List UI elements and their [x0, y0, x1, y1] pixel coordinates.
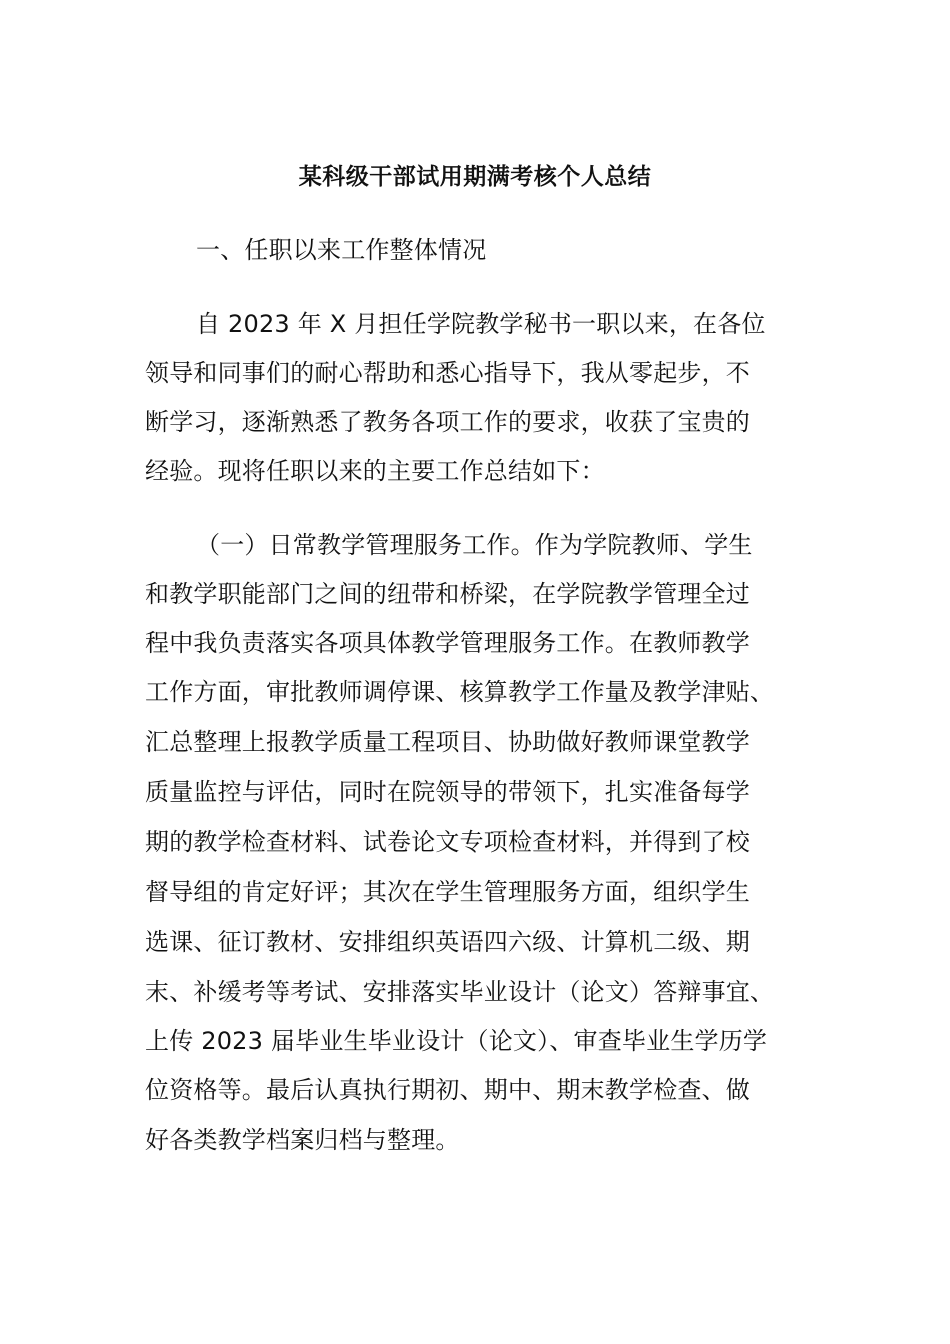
section-heading: 一、任职以来工作整体情况	[196, 236, 487, 264]
paragraph-line: 断学习，逐渐熟悉了教务各项工作的要求，收获了宝贵的	[145, 408, 750, 436]
paragraph-line: 上传 2023 届毕业生毕业设计（论文）、审查毕业生学历学	[145, 1027, 768, 1055]
paragraph-line: 选课、征订教材、安排组织英语四六级、计算机二级、期	[145, 928, 750, 956]
paragraph-line: 程中我负责落实各项具体教学管理服务工作。在教师教学	[145, 629, 750, 657]
paragraph-line: 自 2023 年 X 月担任学院教学秘书一职以来，在各位	[196, 310, 766, 338]
paragraph-line: 和教学职能部门之间的纽带和桥梁，在学院教学管理全过	[145, 580, 750, 608]
paragraph-line: 汇总整理上报教学质量工程项目、协助做好教师课堂教学	[145, 728, 750, 756]
paragraph-line: 期的教学检查材料、试卷论文专项检查材料，并得到了校	[145, 828, 750, 856]
paragraph-line: 质量监控与评估，同时在院领导的带领下，扎实准备每学	[145, 778, 750, 806]
document-title: 某科级干部试用期满考核个人总结	[298, 164, 652, 190]
paragraph-line: 工作方面，审批教师调停课、核算教学工作量及教学津贴、	[145, 678, 775, 706]
paragraph-line: 经验。现将任职以来的主要工作总结如下：	[145, 457, 605, 485]
paragraph-line: 末、补缓考等考试、安排落实毕业设计（论文）答辩事宜、	[145, 978, 775, 1006]
paragraph-line: 督导组的肯定好评；其次在学生管理服务方面，组织学生	[145, 878, 750, 906]
paragraph-line: 好各类教学档案归档与整理。	[145, 1126, 460, 1154]
paragraph-line: （一）日常教学管理服务工作。作为学院教师、学生	[196, 531, 753, 559]
paragraph-line: 位资格等。最后认真执行期初、期中、期末教学检查、做	[145, 1076, 750, 1104]
paragraph-line: 领导和同事们的耐心帮助和悉心指导下，我从零起步，不	[145, 359, 750, 387]
